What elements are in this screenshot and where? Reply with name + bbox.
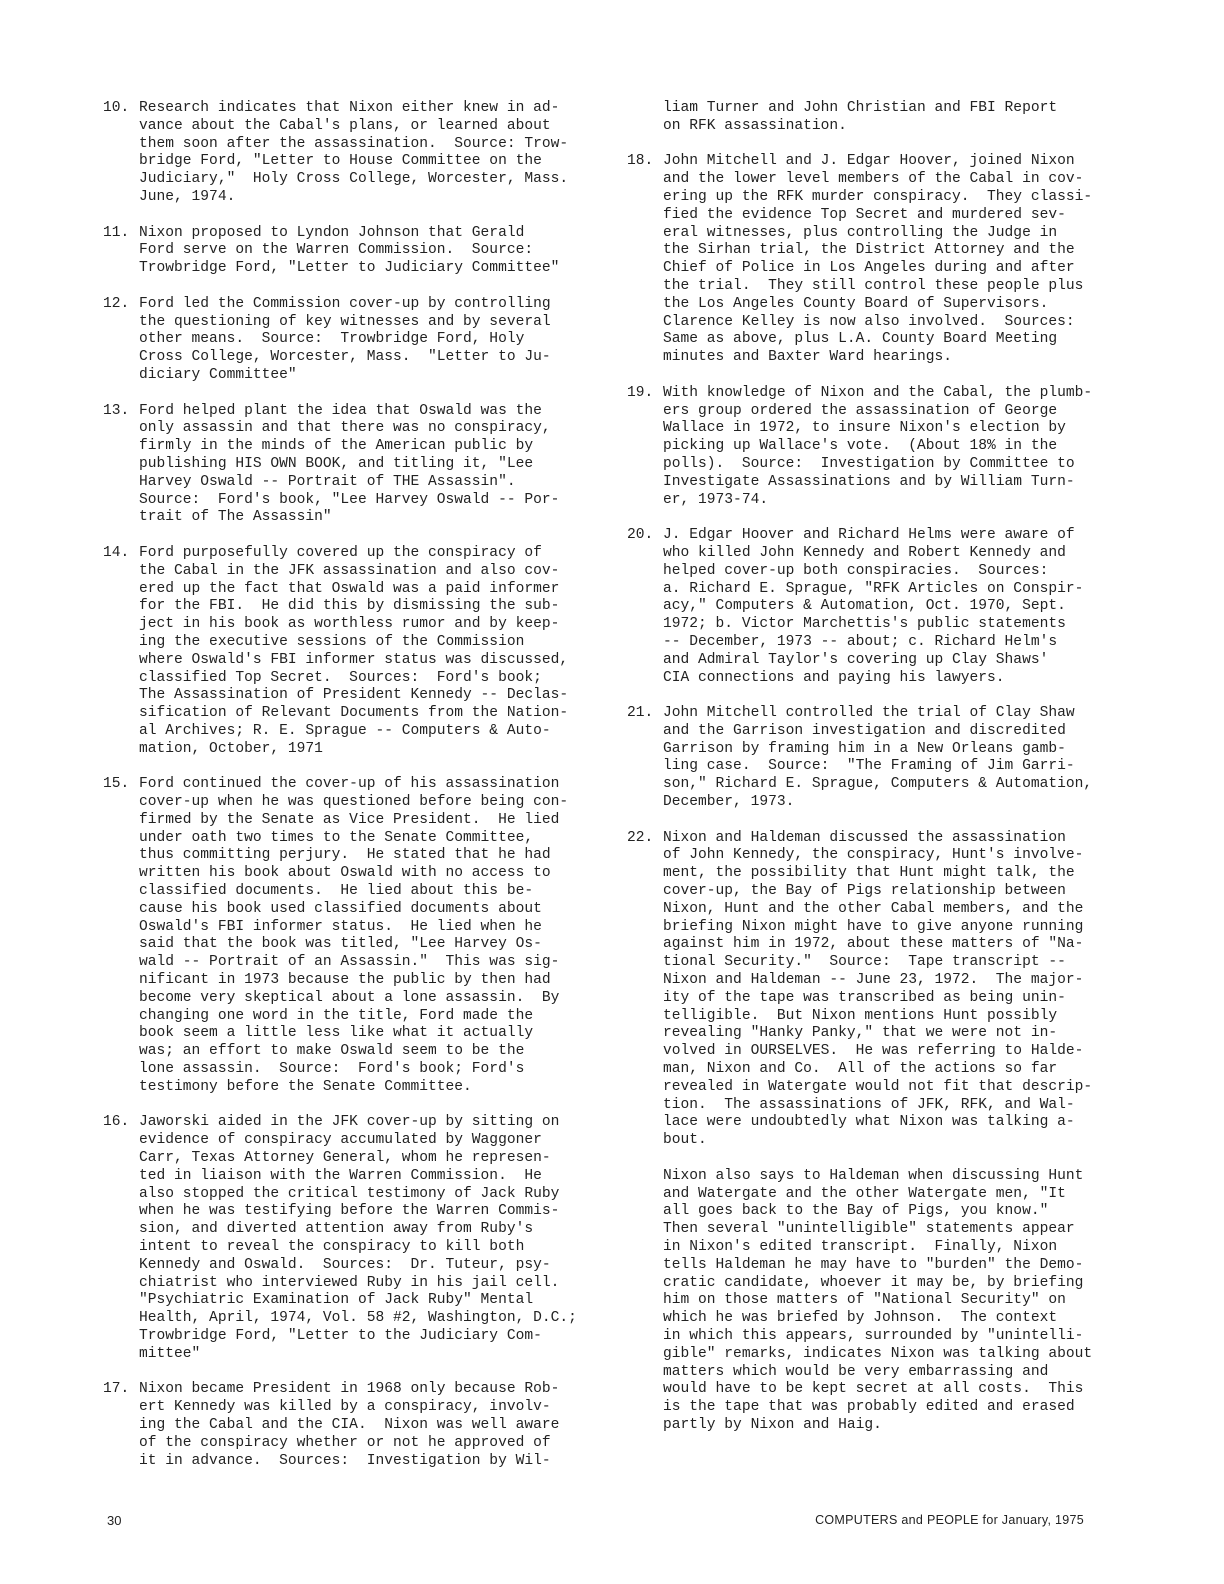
text-line: fied the evidence Top Secret and murdered sev- <box>663 206 1066 223</box>
text-line: Jaworski aided in the JFK cover-up by sitting on <box>139 1114 560 1131</box>
text-line: the Los Angeles County Board of Supervisors. <box>663 295 1049 312</box>
text-line: trait of The Assassin" <box>139 509 332 526</box>
text-line: briefing Nixon might have to give anyone running <box>663 918 1084 935</box>
text-line: is the tape that was probably edited and erased <box>663 1399 1075 1416</box>
text-line: which he was briefed by Johnson. The context <box>663 1310 1058 1327</box>
list-item <box>103 1381 573 1470</box>
text-line: Trowbridge Ford, "Letter to Judiciary Committee" <box>139 260 560 277</box>
list-item <box>103 545 573 759</box>
text-line: cover-up when he was questioned before being con- <box>139 794 569 811</box>
text-line: chiatrist who interviewed Ruby in his jail cell. <box>139 1274 560 1291</box>
list-item <box>103 225 573 278</box>
text-line: for the FBI. He did this by dismissing the sub- <box>139 598 560 615</box>
paragraph <box>627 1168 1105 1435</box>
text-line: against him in 1972, about these matters of "Na- <box>663 936 1084 953</box>
right-column <box>627 100 1105 1453</box>
text-line: firmed by the Senate as Vice President. He lied <box>139 811 560 828</box>
item-number: 15. <box>103 776 130 793</box>
text-line: Judiciary," Holy Cross College, Worcester, Mass. <box>139 171 569 188</box>
text-line: telligible. But Nixon mentions Hunt possibly <box>663 1007 1058 1024</box>
list-item <box>103 296 573 385</box>
text-line: Ford helped plant the idea that Oswald was the <box>139 402 542 419</box>
text-line: the Cabal in the JFK assassination and also cov- <box>139 562 560 579</box>
text-line: ling case. Source: "The Framing of Jim Garri- <box>663 758 1075 775</box>
text-line: become very skeptical about a lone assassin. By <box>139 989 560 1006</box>
text-line: Health, April, 1974, Vol. 58 #2, Washington, D.C.; <box>139 1310 577 1327</box>
text-line: ment, the possibility that Hunt might talk, the <box>663 865 1075 882</box>
text-line: bridge Ford, "Letter to House Committee on the <box>139 153 542 170</box>
item-number: 12. <box>103 295 130 312</box>
text-line: the Sirhan trial, the District Attorney and the <box>663 242 1075 259</box>
text-line: cause his book used classified documents about <box>139 900 542 917</box>
text-line: of John Kennedy, the conspiracy, Hunt's involve- <box>663 847 1084 864</box>
text-line: December, 1973. <box>663 794 795 811</box>
text-line: them soon after the assassination. Source: Trow- <box>139 135 569 152</box>
text-line: Then several "unintelligible" statements appear <box>663 1221 1075 1238</box>
text-line: Nixon and Haldeman discussed the assassination <box>663 829 1066 846</box>
text-line: Oswald's FBI informer status. He lied when he <box>139 918 542 935</box>
text-line: "Psychiatric Examination of Jack Ruby" Mental <box>139 1292 534 1309</box>
paragraph <box>627 100 1105 136</box>
text-line: al Archives; R. E. Sprague -- Computers & Auto- <box>139 722 551 739</box>
text-line: publishing HIS OWN BOOK, and titling it, "Lee <box>139 455 534 472</box>
text-line: John Mitchell and J. Edgar Hoover, joined Nixon <box>663 153 1075 170</box>
list-item <box>627 830 1105 1150</box>
text-line: John Mitchell controlled the trial of Clay Shaw <box>663 705 1075 722</box>
text-line: on RFK assassination. <box>663 117 847 134</box>
list-item <box>627 705 1105 812</box>
text-line: Source: Ford's book, "Lee Harvey Oswald -- Por- <box>139 491 560 508</box>
text-line: cratic candidate, whoever it may be, by briefing <box>663 1274 1084 1291</box>
text-line: ject in his book as worthless rumor and by keep- <box>139 616 560 633</box>
text-line: ted in liaison with the Warren Commission. He <box>139 1167 542 1184</box>
item-number: 17. <box>103 1381 130 1398</box>
item-number: 10. <box>103 100 130 116</box>
list-item <box>627 527 1105 687</box>
text-line: changing one word in the title, Ford made the <box>139 1007 534 1024</box>
text-line: a. Richard E. Sprague, "RFK Articles on Conspir- <box>663 580 1084 597</box>
text-line: also stopped the critical testimony of Jack Ruby <box>139 1185 560 1202</box>
text-line: man, Nixon and Co. All of the actions so far <box>663 1061 1058 1078</box>
text-line: With knowledge of Nixon and the Cabal, the plumb- <box>663 384 1093 401</box>
text-line: Ford serve on the Warren Commission. Source: <box>139 242 534 259</box>
text-line: mation, October, 1971 <box>139 740 323 757</box>
text-line: the questioning of key witnesses and by several <box>139 313 551 330</box>
text-line: vance about the Cabal's plans, or learned about <box>139 117 551 134</box>
text-line: Nixon and Haldeman -- June 23, 1972. The major- <box>663 972 1084 989</box>
text-line: revealing "Hanky Panky," that we were not in- <box>663 1025 1058 1042</box>
text-line: and the lower level members of the Cabal in cov- <box>663 171 1084 188</box>
text-line: picking up Wallace's vote. (About 18% in the <box>663 438 1058 455</box>
text-line: Ford led the Commission cover-up by controlling <box>139 295 551 312</box>
text-line: Same as above, plus L.A. County Board Meeting <box>663 331 1058 348</box>
text-line: mittee" <box>139 1345 201 1362</box>
text-line: Clarence Kelley is now also involved. Sources: <box>663 313 1075 330</box>
text-line: lace were undoubtedly what Nixon was talking a- <box>663 1114 1075 1131</box>
publication-footer: COMPUTERS and PEOPLE for January, 1975 <box>815 1513 1084 1527</box>
text-line: J. Edgar Hoover and Richard Helms were aware of <box>663 527 1075 544</box>
text-line: him on those matters of "National Security" on <box>663 1292 1066 1309</box>
text-line: Nixon, Hunt and the other Cabal members, and the <box>663 900 1084 917</box>
text-line: and Watergate and the other Watergate men, "It <box>663 1185 1066 1202</box>
text-line: Cross College, Worcester, Mass. "Letter to Ju- <box>139 349 551 366</box>
text-line: under oath two times to the Senate Committee, <box>139 829 534 846</box>
text-line: June, 1974. <box>139 188 236 205</box>
text-line: where Oswald's FBI informer status was discussed, <box>139 651 569 668</box>
item-number: 19. <box>627 384 654 401</box>
list-item <box>103 776 573 1096</box>
text-line: when he was testifying before the Warren Commis- <box>139 1203 560 1220</box>
text-line: all goes back to the Bay of Pigs, you know." <box>663 1203 1049 1220</box>
text-line: and Admiral Taylor's covering up Clay Shaws' <box>663 651 1049 668</box>
text-line: was; an effort to make Oswald seem to be the <box>139 1043 525 1060</box>
item-number: 14. <box>103 544 130 561</box>
text-line: bout. <box>663 1132 707 1149</box>
text-line: Garrison by framing him in a New Orleans gamb- <box>663 740 1066 757</box>
text-line: Research indicates that Nixon either knew in ad- <box>139 100 560 116</box>
text-line: tion. The assassinations of JFK, RFK, and Wal- <box>663 1096 1075 1113</box>
text-line: er, 1973-74. <box>663 491 769 508</box>
text-line: diciary Committee" <box>139 366 297 383</box>
text-line: ering up the RFK murder conspiracy. They classi- <box>663 188 1093 205</box>
text-line: The Assassination of President Kennedy -- Declas- <box>139 687 569 704</box>
item-number: 16. <box>103 1114 130 1131</box>
list-item <box>627 153 1105 367</box>
text-line: eral witnesses, plus controlling the Judge in <box>663 224 1058 241</box>
text-line: classified documents. He lied about this be- <box>139 883 534 900</box>
list-item <box>103 403 573 528</box>
text-line: ert Kennedy was killed by a conspiracy, involv- <box>139 1399 551 1416</box>
text-line: gible" remarks, indicates Nixon was talking about <box>663 1345 1093 1362</box>
text-line: intent to reveal the conspiracy to kill both <box>139 1239 525 1255</box>
text-line: helped cover-up both conspiracies. Sources: <box>663 562 1049 579</box>
text-line: Wallace in 1972, to insure Nixon's election by <box>663 420 1066 437</box>
text-line: in which this appears, surrounded by "unintelli- <box>663 1327 1084 1344</box>
text-line: partly by Nixon and Haig. <box>663 1416 882 1433</box>
item-number: 21. <box>627 705 654 722</box>
text-line: written his book about Oswald with no access to <box>139 865 551 882</box>
text-line: Harvey Oswald -- Portrait of THE Assassin". <box>139 473 516 490</box>
text-line: of the conspiracy whether or not he approved of <box>139 1434 551 1451</box>
text-line: 1972; b. Victor Marchettis's public statements <box>663 616 1066 633</box>
text-line: in Nixon's edited transcript. Finally, Nixon <box>663 1239 1058 1255</box>
text-line: Chief of Police in Los Angeles during and after <box>663 260 1075 277</box>
text-line: lone assassin. Source: Ford's book; Ford's <box>139 1061 525 1078</box>
text-line: and the Garrison investigation and discredited <box>663 722 1066 739</box>
text-line: CIA connections and paying his lawyers. <box>663 669 1005 686</box>
text-line: Kennedy and Oswald. Sources: Dr. Tuteur, psy- <box>139 1256 551 1273</box>
list-item <box>103 1114 577 1363</box>
text-line: minutes and Baxter Ward hearings. <box>663 349 953 366</box>
text-line: ing the Cabal and the CIA. Nixon was well aware <box>139 1416 560 1433</box>
text-line: testimony before the Senate Committee. <box>139 1078 472 1095</box>
item-number: 13. <box>103 402 130 419</box>
text-line: son," Richard E. Sprague, Computers & Automation, <box>663 776 1093 793</box>
text-line: would have to be kept secret at all costs. This <box>663 1381 1084 1398</box>
left-column <box>103 100 577 1488</box>
text-line: sion, and diverted attention away from Ruby's <box>139 1221 534 1238</box>
item-number: 22. <box>627 829 654 846</box>
text-line: the trial. They still control these people plus <box>663 277 1084 294</box>
page-number: 30 <box>107 1513 122 1528</box>
text-line: only assassin and that there was no conspiracy, <box>139 420 551 437</box>
text-line: thus committing perjury. He stated that he had <box>139 847 551 864</box>
text-line: Ford continued the cover-up of his assassination <box>139 776 560 793</box>
text-line: liam Turner and John Christian and FBI Report <box>663 100 1058 116</box>
text-line: volved in OURSELVES. He was referring to Halde- <box>663 1043 1084 1060</box>
text-line: book seem a little less like what it actually <box>139 1025 534 1042</box>
text-line: revealed in Watergate would not fit that descrip- <box>663 1078 1093 1095</box>
text-line: other means. Source: Trowbridge Ford, Holy <box>139 331 525 348</box>
text-line: matters which would be very embarrassing and <box>663 1363 1049 1380</box>
text-line: firmly in the minds of the American public by <box>139 438 534 455</box>
list-item <box>627 385 1105 510</box>
text-line: polls). Source: Investigation by Committee to <box>663 455 1075 472</box>
text-line: nificant in 1973 because the public by then had <box>139 972 551 989</box>
item-number: 20. <box>627 527 654 544</box>
text-line: cover-up, the Bay of Pigs relationship between <box>663 883 1066 900</box>
text-line: Carr, Texas Attorney General, whom he represen- <box>139 1150 551 1167</box>
text-line: Investigate Assassinations and by William Turn- <box>663 473 1075 490</box>
text-line: Nixon also says to Haldeman when discussing Hunt <box>663 1167 1084 1184</box>
text-line: it in advance. Sources: Investigation by Wil- <box>139 1452 551 1469</box>
text-line: Nixon became President in 1968 only because Rob- <box>139 1381 560 1398</box>
list-item <box>103 100 573 207</box>
text-line: acy," Computers & Automation, Oct. 1970, Sept. <box>663 598 1066 615</box>
text-line: wald -- Portrait of an Assassin." This was sig- <box>139 954 560 971</box>
text-line: classified Top Secret. Sources: Ford's book; <box>139 669 542 686</box>
text-line: sification of Relevant Documents from the Nation- <box>139 705 569 722</box>
text-line: tells Haldeman he may have to "burden" the Demo- <box>663 1256 1084 1273</box>
text-line: said that the book was titled, "Lee Harvey Os- <box>139 936 542 953</box>
item-number: 18. <box>627 153 654 170</box>
item-number: 11. <box>103 224 130 241</box>
text-line: ered up the fact that Oswald was a paid informer <box>139 580 560 597</box>
text-line: who killed John Kennedy and Robert Kennedy and <box>663 544 1066 561</box>
text-line: Ford purposefully covered up the conspiracy of <box>139 544 542 561</box>
text-line: ing the executive sessions of the Commission <box>139 633 525 650</box>
text-line: tional Security." Source: Tape transcript -- <box>663 954 1066 971</box>
text-line: Trowbridge Ford, "Letter to the Judiciary Com- <box>139 1327 542 1344</box>
text-line: -- December, 1973 -- about; c. Richard Helm's <box>663 633 1058 650</box>
text-line: ers group ordered the assassination of George <box>663 402 1058 419</box>
text-line: evidence of conspiracy accumulated by Waggoner <box>139 1132 542 1149</box>
text-line: Nixon proposed to Lyndon Johnson that Gerald <box>139 224 525 241</box>
text-line: ity of the tape was transcribed as being unin- <box>663 989 1066 1006</box>
